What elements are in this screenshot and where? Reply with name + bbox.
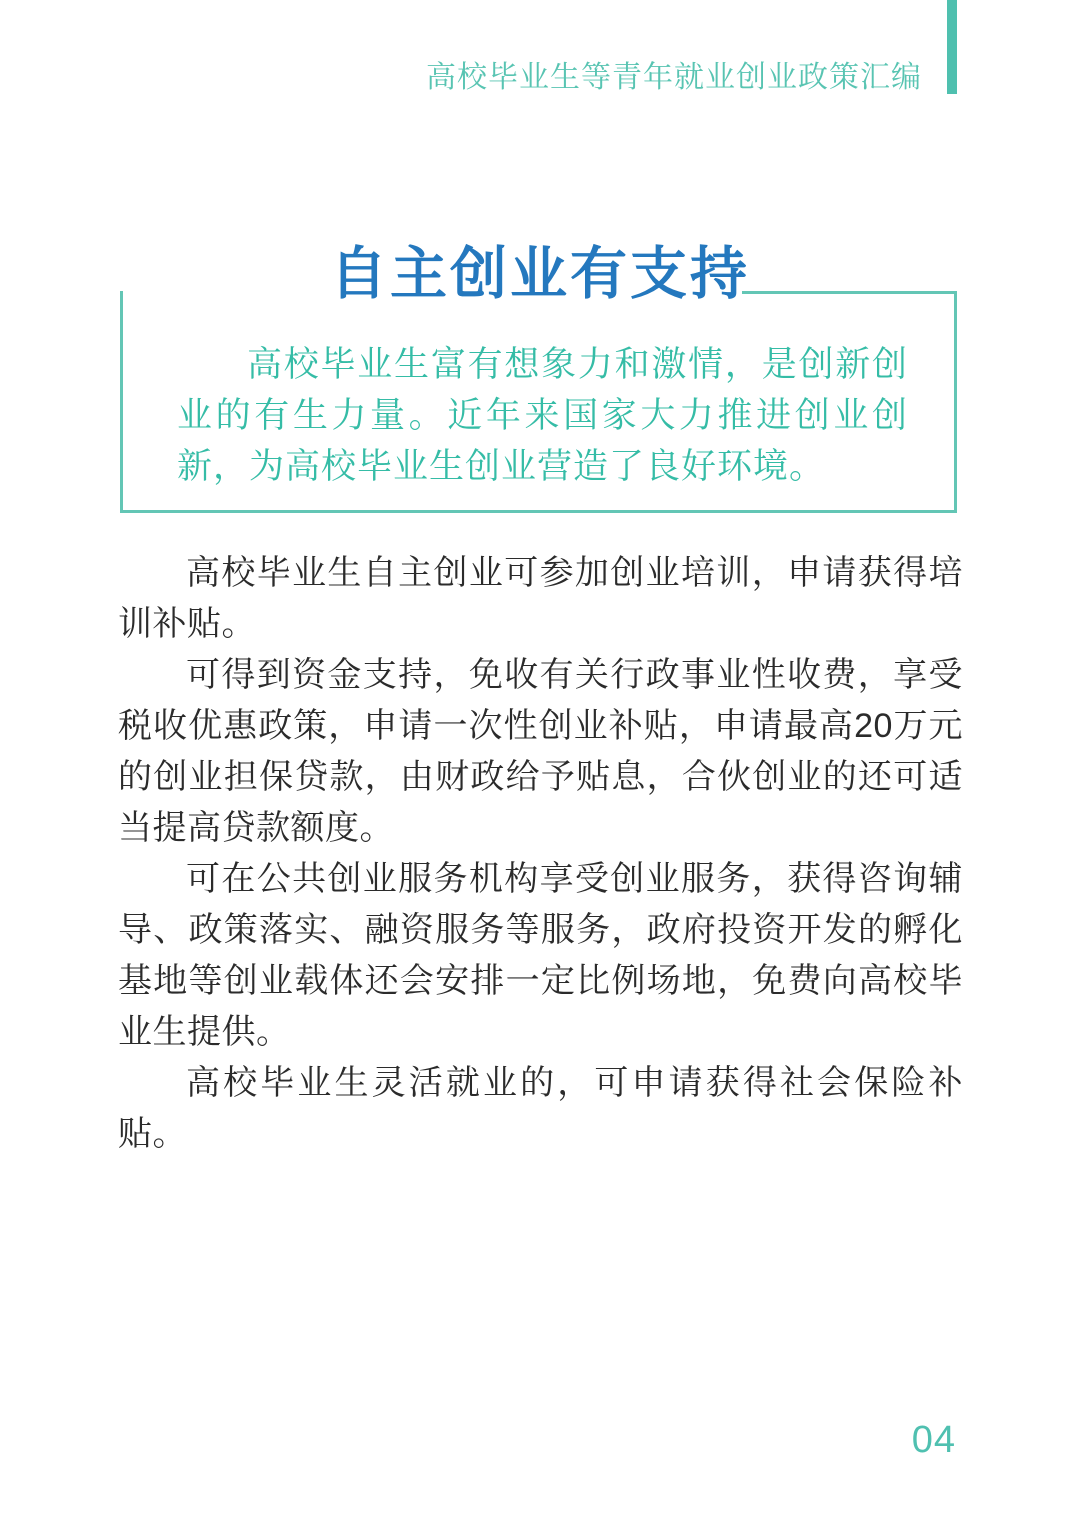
paragraph: 可得到资金支持，免收有关行政事业性收费，享受税收优惠政策，申请一次性创业补贴，申请最高20万元的创业担保贷款，由财政给予贴息，合伙创业的还可适当提高贷款额度。: [118, 656, 963, 847]
paragraph: 高校毕业生自主创业可参加创业培训，申请获得培训补贴。: [118, 554, 963, 643]
body-text-block: [118, 548, 963, 1160]
quote-text: 高校毕业生富有想象力和激情，是创新创业的有生力量。近年来国家大力推进创业创新，为高校毕业生创业营造了良好环境。: [177, 345, 908, 486]
header-accent-bar: [947, 0, 957, 94]
page-number: 04: [911, 1419, 956, 1461]
quote-box: [120, 291, 957, 513]
paragraph: 高校毕业生灵活就业的，可申请获得社会保险补贴。: [118, 1064, 963, 1153]
paragraph: 可在公共创业服务机构享受创业服务，获得咨询辅导、政策落实、融资服务等服务，政府投资开发的孵化基地等创业载体还会安排一定比例场地，免费向高校毕业生提供。: [118, 860, 963, 1051]
page-title: 自主创业有支持: [330, 242, 750, 307]
document-header-title: 高校毕业生等青年就业创业政策汇编: [426, 61, 922, 94]
